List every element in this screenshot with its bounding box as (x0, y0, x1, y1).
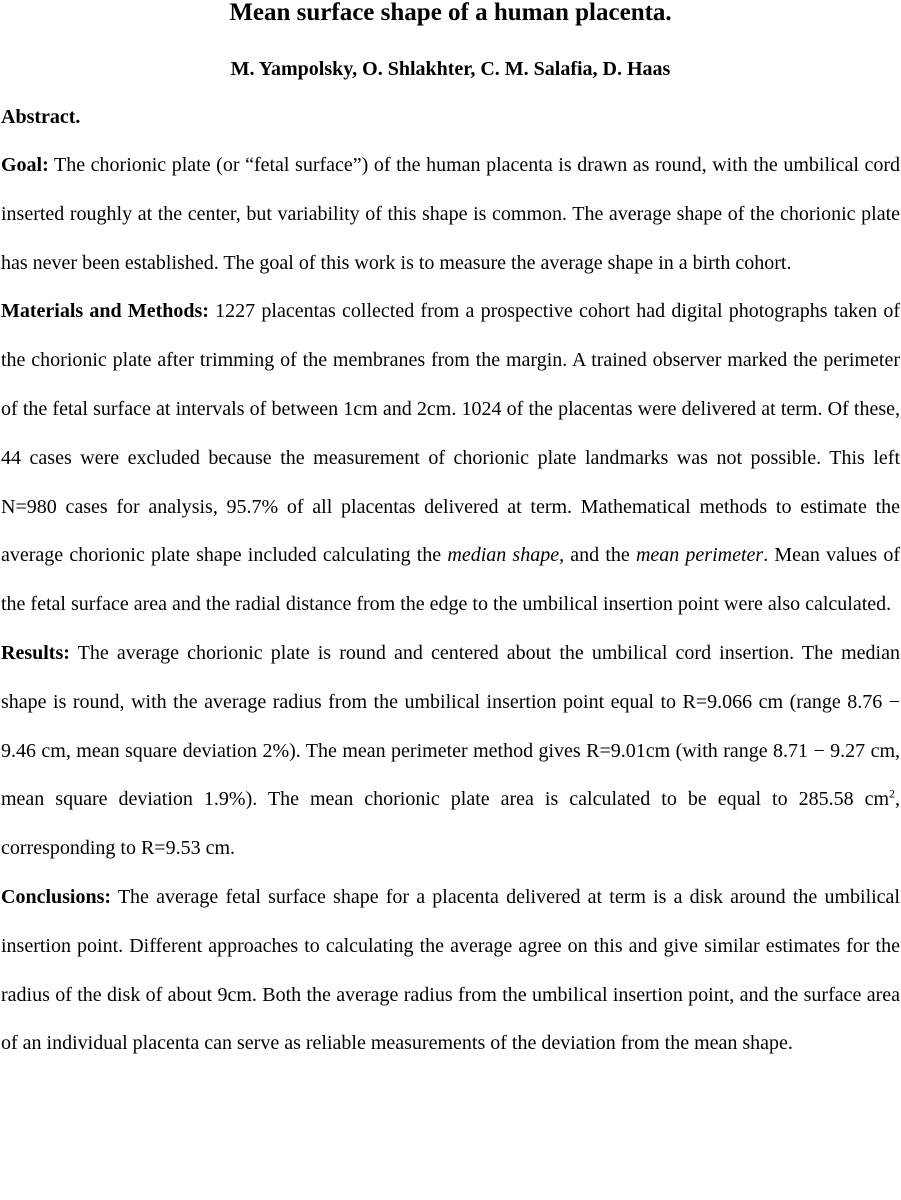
methods-text-3: . Mean values of the fetal surface area and the radial distance from the edge to the umbilical insertion point were also calculated. (1, 544, 901, 616)
results-text-2: , corresponding to R=9.53 cm. (1, 788, 900, 860)
methods-paragraph (1, 287, 900, 629)
author-list: M. Yampolsky, O. Shlakhter, C. M. Salafia, D. Haas (230, 58, 671, 80)
results-paragraph (1, 629, 900, 873)
conclusions-label: Conclusions: (1, 885, 112, 908)
results-text-1: The average chorionic plate is round and centered about the umbilical cord insertion. The median shape is round, with the average radius from the umbilical insertion point equal to R=9.066 cm (range 8.76 − 9.46 cm, mean square deviation 2%). The mean perimeter method gives R=9.01cm (with range 8.71 − 9.27 cm, mean square deviation 1.9%). The mean chorionic plate area is calculated to be equal to 285.58 cm (1, 641, 900, 811)
conclusions-paragraph (1, 873, 900, 1068)
methods-label: Materials and Methods: (1, 300, 209, 323)
methods-text-2: and the (564, 544, 636, 567)
paper-title: Mean surface shape of a human placenta. (229, 0, 672, 26)
goal-text: The chorionic plate (or “fetal surface”) of the human placenta is drawn as round, with the umbilical cord inserted roughly at the center, but variability of this shape is common. The average shape of the chorionic plate has never been established. The goal of this work is to measure the average shape in a birth cohort. (1, 154, 900, 274)
methods-em-mean-perimeter: mean perimeter (635, 544, 764, 567)
results-label: Results: (1, 641, 70, 664)
conclusions-text: The average fetal surface shape for a placenta delivered at term is a disk around the umbilical insertion point. Different approaches to calculating the average agree on this and give similar estimates for the radius of the disk of about 9cm. Both the average radius from the umbilical insertion point, and the surface area of an individual placenta can serve as reliable measurements of the deviation from the mean shape. (1, 885, 900, 1055)
abstract-heading: Abstract. (1, 106, 81, 128)
goal-label: Goal: (1, 154, 49, 176)
goal-paragraph (1, 141, 900, 287)
methods-em-median-shape: median shape, (447, 544, 565, 567)
results-superscript: 2 (889, 786, 895, 801)
methods-text-1: 1227 placentas collected from a prospective cohort had digital photographs taken of the chorionic plate after trimming of the membranes from the margin. A trained observer marked the perimeter of the fetal surface at intervals of between 1cm and 2cm. 1024 of the placentas were delivered at term. Of these, 44 cases were excluded because the measurement of chorionic plate landmarks was not possible. This left N=980 cases for analysis, 95.7% of all placentas delivered at term. Mathematical methods to estimate the average chorionic plate shape included calculating the (1, 300, 900, 567)
abstract-body (1, 141, 900, 1068)
